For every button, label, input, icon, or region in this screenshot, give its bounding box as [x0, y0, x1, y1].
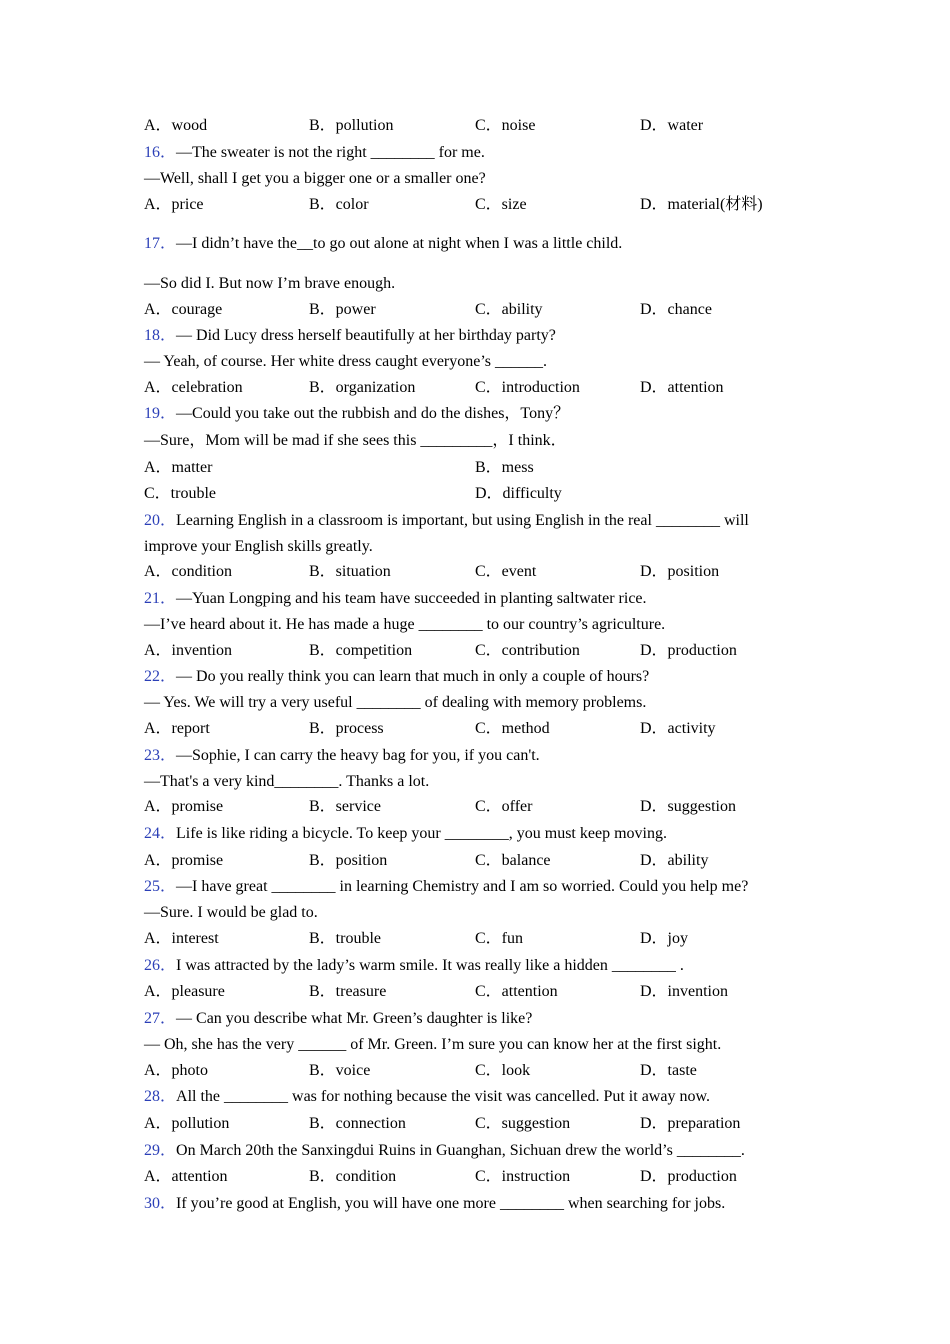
question-number: 23． — [144, 747, 177, 764]
option-a: A．wood — [144, 117, 208, 134]
option-b: B．condition — [309, 1168, 397, 1185]
option-d: D．position — [640, 563, 720, 580]
option-c: C．noise — [475, 117, 536, 134]
question-18 — [144, 326, 556, 346]
question-16-line2: —Well, shall I get you a bigger one or a smaller one? — [144, 170, 486, 187]
option-b: B．mess — [475, 459, 534, 476]
option-d: D．chance — [640, 301, 712, 318]
question-29 — [144, 1141, 745, 1161]
option-d: D．taste — [640, 1062, 697, 1079]
option-c: C．fun — [475, 930, 524, 947]
question-number: 24． — [144, 825, 177, 842]
question-26 — [144, 956, 684, 976]
question-number: 21． — [144, 590, 177, 607]
option-c: C．balance — [475, 852, 551, 869]
question-number: 28． — [144, 1088, 177, 1105]
option-a: A．photo — [144, 1062, 209, 1079]
question-text: —Yuan Longping and his team have succeeded in planting saltwater rice. — [176, 590, 647, 607]
question-number: 22． — [144, 668, 177, 685]
question-21-line2: —I’ve heard about it. He has made a huge ________ to our country’s agriculture. — [144, 616, 666, 633]
question-28 — [144, 1087, 710, 1107]
option-c: C．size — [475, 196, 527, 213]
option-c: C．ability — [475, 301, 543, 318]
question-text: Life is like riding a bicycle. To keep your ________, you must keep moving. — [176, 825, 667, 842]
question-22 — [144, 667, 649, 687]
question-20 — [144, 511, 749, 531]
option-b: B．process — [309, 720, 384, 737]
option-b: B．color — [309, 196, 369, 213]
option-d: D．suggestion — [640, 798, 737, 815]
option-d: D．invention — [640, 983, 728, 1000]
option-c: C．introduction — [475, 379, 580, 396]
question-number: 19． — [144, 405, 177, 422]
question-27-line2: — Oh, she has the very ______ of Mr. Green. I’m sure you can know her at the first sight. — [144, 1036, 722, 1053]
option-a: A．report — [144, 720, 210, 737]
option-a: A．condition — [144, 563, 232, 580]
question-16 — [144, 143, 485, 163]
question-text: All the ________ was for nothing because the visit was cancelled. Put it away now. — [176, 1088, 710, 1105]
option-d: D．difficulty — [475, 485, 562, 502]
question-text: —The sweater is not the right ________ for me. — [176, 144, 485, 161]
option-a: A．invention — [144, 642, 232, 659]
question-text: If you’re good at English, you will have one more ________ when searching for jobs. — [176, 1195, 726, 1212]
question-25 — [144, 877, 748, 897]
question-text: I was attracted by the lady’s warm smile. It was really like a hidden ________ . — [176, 957, 684, 974]
option-b: B．organization — [309, 379, 416, 396]
option-b: B．connection — [309, 1115, 406, 1132]
question-30 — [144, 1194, 725, 1214]
question-23 — [144, 746, 540, 766]
option-b: B．position — [309, 852, 388, 869]
option-a: A．matter — [144, 459, 213, 476]
option-d: D．material(材料) — [640, 196, 763, 213]
question-23-line2: —That's a very kind________. Thanks a lot. — [144, 773, 430, 790]
option-a: A．promise — [144, 798, 224, 815]
question-text: On March 20th the Sanxingdui Ruins in Guanghan, Sichuan drew the world’s ________. — [176, 1142, 745, 1159]
question-text: —I have great ________ in learning Chemistry and I am so worried. Could you help me? — [176, 878, 749, 895]
question-27 — [144, 1009, 532, 1029]
question-text: — Can you describe what Mr. Green’s daughter is like? — [176, 1010, 533, 1027]
option-a: A．attention — [144, 1168, 228, 1185]
option-c: C．instruction — [475, 1168, 571, 1185]
question-number: 20． — [144, 512, 177, 529]
question-number: 27． — [144, 1010, 177, 1027]
option-b: B．trouble — [309, 930, 381, 947]
option-b: B．voice — [309, 1062, 371, 1079]
question-number: 29． — [144, 1142, 177, 1159]
question-text: —Sophie, I can carry the heavy bag for you, if you can't. — [176, 747, 540, 764]
question-24 — [144, 824, 667, 844]
option-d: D．production — [640, 642, 737, 659]
option-a: A．promise — [144, 852, 224, 869]
option-c: C．offer — [475, 798, 533, 815]
question-number: 18． — [144, 327, 177, 344]
question-number: 30． — [144, 1195, 177, 1212]
question-17 — [144, 234, 622, 254]
question-text: —I didn’t have the__to go out alone at night when I was a little child. — [176, 235, 623, 252]
question-number: 17． — [144, 235, 177, 252]
option-c: C．suggestion — [475, 1115, 571, 1132]
question-text: — Do you really think you can learn that much in only a couple of hours? — [176, 668, 650, 685]
option-d: D．production — [640, 1168, 737, 1185]
question-number: 26． — [144, 957, 177, 974]
option-d: D．joy — [640, 930, 689, 947]
option-a: A．pleasure — [144, 983, 225, 1000]
question-21 — [144, 589, 647, 609]
option-b: B．competition — [309, 642, 413, 659]
option-d: D．activity — [640, 720, 716, 737]
option-b: B．treasure — [309, 983, 387, 1000]
option-b: B．service — [309, 798, 381, 815]
option-a: A．pollution — [144, 1115, 230, 1132]
option-c: C．trouble — [144, 485, 216, 502]
option-a: A．price — [144, 196, 204, 213]
option-c: C．contribution — [475, 642, 580, 659]
option-c: C．method — [475, 720, 550, 737]
question-20-line2: improve your English skills greatly. — [144, 538, 373, 555]
option-b: B．situation — [309, 563, 391, 580]
option-d: D．ability — [640, 852, 709, 869]
option-a: A．celebration — [144, 379, 243, 396]
option-b: B．power — [309, 301, 376, 318]
option-d: D．attention — [640, 379, 724, 396]
question-19-line2: —Sure，Mom will be mad if she sees this _________，I think． — [144, 432, 567, 449]
question-17-line2: —So did I. But now I’m brave enough. — [144, 275, 396, 292]
option-b: B．pollution — [309, 117, 394, 134]
option-c: C．event — [475, 563, 537, 580]
option-d: D．preparation — [640, 1115, 741, 1132]
option-a: A．interest — [144, 930, 219, 947]
question-number: 16． — [144, 144, 177, 161]
option-a: A．courage — [144, 301, 223, 318]
question-25-line2: —Sure. I would be glad to. — [144, 904, 318, 921]
question-text: —Could you take out the rubbish and do the dishes，Tony？ — [176, 405, 570, 422]
option-c: C．look — [475, 1062, 531, 1079]
question-number: 25． — [144, 878, 177, 895]
question-18-line2: — Yeah, of course. Her white dress caught everyone’s ______. — [144, 353, 548, 370]
question-22-line2: — Yes. We will try a very useful ________ of dealing with memory problems. — [144, 694, 647, 711]
question-text: — Did Lucy dress herself beautifully at her birthday party? — [176, 327, 556, 344]
question-text: Learning English in a classroom is important, but using English in the real ________ will — [176, 512, 749, 529]
option-d: D．water — [640, 117, 704, 134]
option-c: C．attention — [475, 983, 558, 1000]
question-19 — [144, 404, 569, 424]
